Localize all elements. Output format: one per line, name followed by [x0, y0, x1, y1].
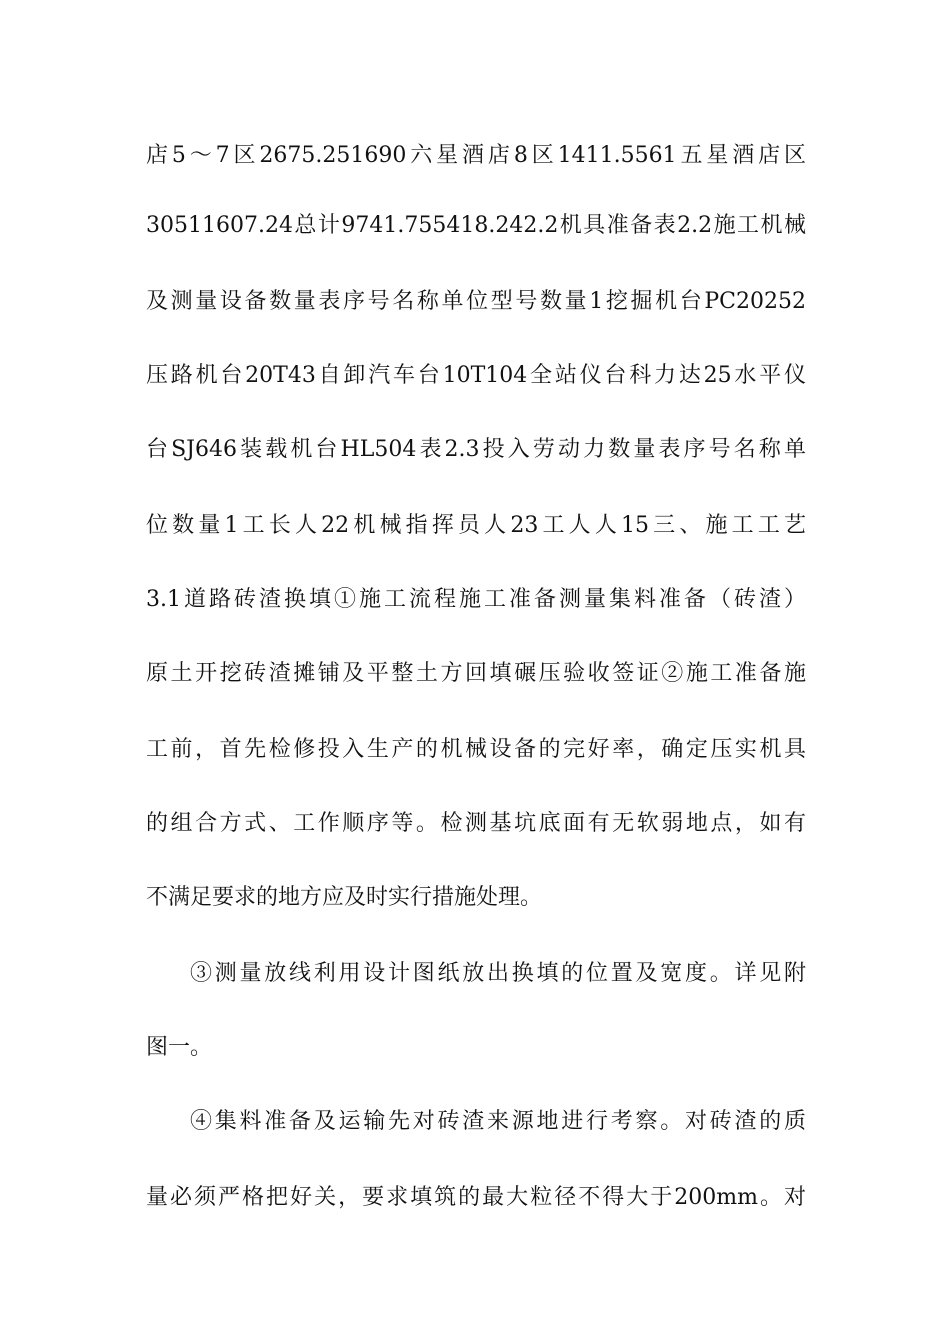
- text-line-4: 压路机台20T43自卸汽车台10T104全站仪台科力达25水平仪: [146, 363, 806, 388]
- text-line-7: 3.1道路砖渣换填①施工流程施工准备测量集料准备（砖渣）: [146, 587, 806, 612]
- text-line-9: 工前，首先检修投入生产的机械设备的完好率，确定压实机具: [146, 737, 806, 762]
- text-line-5: 台SJ646装载机台HL504表2.3投入劳动力数量表序号名称单: [146, 437, 806, 462]
- text-line-2: 30511607.24总计9741.755418.242.2机具准备表2.2施工机械: [146, 213, 806, 238]
- text-line-6: 位数量1工长人22机械指挥员人23工人人15三、施工工艺: [146, 513, 806, 538]
- text-line-12: ③测量放线利用设计图纸放出换填的位置及宽度。详见附: [190, 961, 806, 986]
- text-line-13: 图一。: [146, 1035, 213, 1060]
- text-line-11: 不满足要求的地方应及时实行措施处理。: [146, 885, 543, 910]
- text-line-3: 及测量设备数量表序号名称单位型号数量1挖掘机台PC20252: [146, 289, 806, 314]
- text-line-1: 店5～7区2675.251690六星酒店8区1411.5561五星酒店区: [146, 143, 806, 168]
- text-line-14: ④集料准备及运输先对砖渣来源地进行考察。对砖渣的质: [190, 1109, 806, 1134]
- text-line-10: 的组合方式、工作顺序等。检测基坑底面有无软弱地点，如有: [146, 811, 806, 836]
- text-line-15: 量必须严格把好关，要求填筑的最大粒径不得大于200mm。对: [146, 1185, 806, 1210]
- text-line-8: 原土开挖砖渣摊铺及平整土方回填碾压验收签证②施工准备施: [146, 661, 806, 686]
